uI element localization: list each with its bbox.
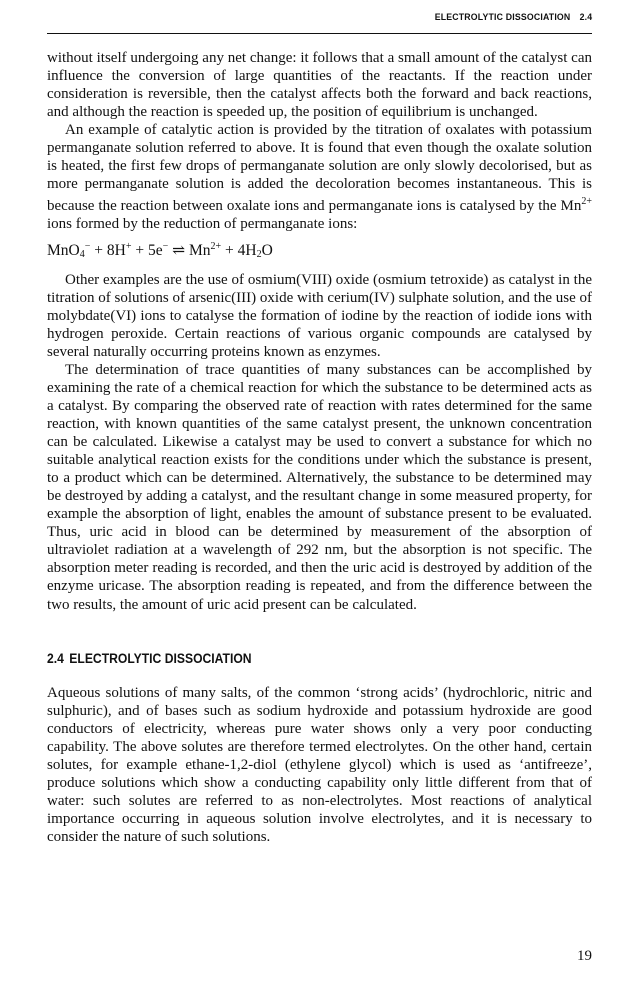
equation-term: + 4H [221,242,257,260]
permanganate-reduction-equation [47,238,592,264]
equation-superscript: − [162,241,169,253]
book-page [47,0,592,986]
equation-term: + 8H [90,242,126,260]
equation-superscript: 2+ [210,241,222,253]
manganese-charge: 2+ [581,196,592,208]
section-heading [47,650,538,668]
paragraph-catalyst-continued: without itself undergoing any net change: it follows that a small amount of the catalyst can influence the conversion of large quantities of the reactants. If the reaction under consideration is reversible, then the catalyst affects both the forward and back reactions, and although the reaction is speeded up, the position of equilibrium is unchanged. [47,50,592,121]
page-number: 19 [577,948,592,964]
running-header [434,12,592,23]
section-heading-number: 2.4 [47,650,64,666]
paragraph-catalytic-action-example [47,121,592,233]
paragraph-other-examples: Other examples are the use of osmium(VIII) oxide (osmium tetroxide) as catalyst in the titration of solutions of arsenic(III) oxide with cerium(IV) sulphate solution, and the use of molybdate(VI) ions to catalyse the formation of iodine by the reaction of iodide ions with hydrogen peroxide. Certain reactions of various organic compounds are catalysed by several naturally occurring proteins known as enzymes. [47,271,592,360]
body-text [47,49,592,846]
equation-superscript: − [84,241,91,253]
paragraph-text: An example of catalytic action is provided by the titration of oxalates with potassium permanganate solution referred to above. It is found that even though the oxalate solution is heated, the first few drops of permanganate solution are only slowly decolorised, but as more permanganate solution is added the decoloration becomes instantaneous. This is because the reaction between oxalate ions and permanganate ions is catalysed by the Mn [47,122,592,215]
equation-subscript: 2 [256,249,262,261]
section-heading-title: ELECTROLYTIC DISSOCIATION [69,650,252,666]
equation-term: Mn [188,242,211,260]
paragraph-text: ions formed by the reduction of permanganate ions: [47,216,358,233]
equation-term: MnO [47,242,80,260]
paragraph-trace-determination: The determination of trace quantities of many substances can be accomplished by examining the rate of a chemical reaction for which the substance to be determined acts as a catalyst. By comparing the observed rate of reaction with rates determined for the same reaction, with known quantities of the same catalyst present, the unknown concentration can be calculated. Likewise a catalyst may be used to convert a substance for which no suitable analytical reaction exists for the conditions under which the substance is present, to a product which can be determined. Alternatively, the substance to be determined may be destroyed by adding a catalyst, and the resultant change in some measured property, for example the absorption of light, enables the amount of substance present to be evaluated. Thus, uric acid in blood can be determined by measurement of the absorption of ultraviolet radiation at a wavelength of 292 nm, but the absorption is not specific. The absorption meter reading is recorded, and then the uric acid is destroyed by addition of the enzyme uricase. The absorption reading is repeated, and from the difference between the two results, the amount of uric acid present can be calculated. [47,361,592,613]
running-header-section-number: 2.4 [579,12,592,23]
running-header-title: ELECTROLYTIC DISSOCIATION [434,12,571,23]
equilibrium-arrow: ⇌ [168,242,189,260]
header-rule [47,33,592,34]
equation-superscript: + [125,241,132,253]
equation-term: O [261,242,273,260]
equation-subscript: 4 [79,249,85,261]
equation-term: + 5e [131,242,163,260]
paragraph-electrolytes: Aqueous solutions of many salts, of the common ‘strong acids’ (hydrochloric, nitric and sulphuric), and of bases such as sodium hydroxide and potassium hydroxide are good conductors of electricity, whereas pure water shows only a very poor conducting capability. The above solutes are therefore termed electrolytes. On the other hand, certain solutes, for example ethane-1,2-diol (ethylene glycol) which is used as ‘antifreeze’, produce solutions which show a conducting capability only little different from that of water: such solutes are referred to as non-electrolytes. Most reactions of analytical importance occurring in aqueous solution involve electrolytes, and it is necessary to consider the nature of such solutions. [47,684,592,845]
